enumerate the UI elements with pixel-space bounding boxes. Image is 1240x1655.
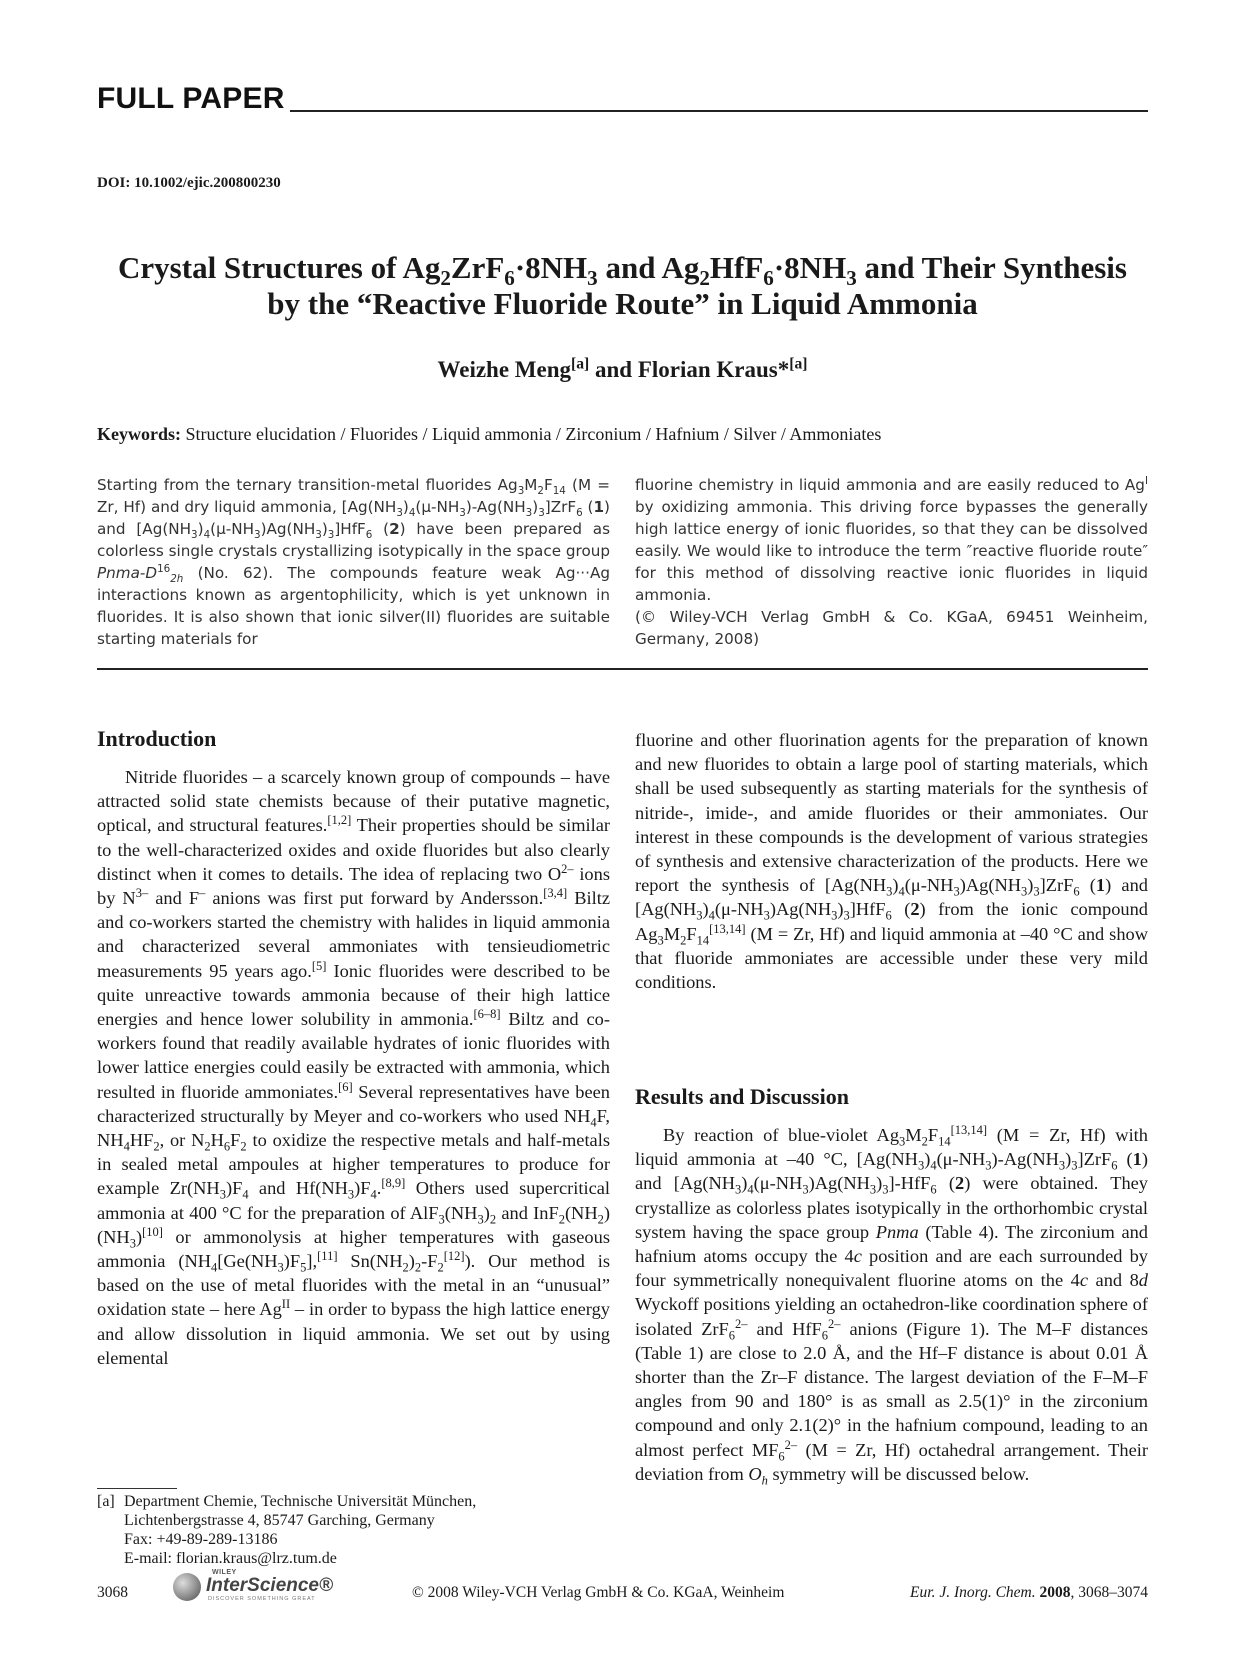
results-text: By reaction of blue-violet $Ag_3M_2F_{14}[13,14]$ (M = Zr, Hf) with liquid ammonia at –40 °C, $[Ag(NH_3)_4(\mu-NH_3)-Ag(NH_3)_3]ZrF_6$ (1) and $[Ag(NH_3)_4(\mu-NH_3)Ag(NH_3)_3]-HfF_6$ (2) were obtained. They crystallize as colorless plates isotypically in the orthorhombic crystal system having the space group Pnma (Table 4). The zirconium and hafnium atoms occupy the 4c position and are each surrounded by four symmetrically nonequivalent fluorine atoms on the 4c and 8d Wyckoff positions yielding an octahedron-like coordination sphere of isolated ZrF$_6^{2-}$ and HfF$_6^{2-}$ anions (Figure 1). The M–F distances (Table 1) are close to 2.0 Å, and the Hf–F distance is about 0.01 Å shorter than the Zr–F distance. The largest deviation of the F–M–F angles from 90 and 180° is as small as 2.5(1)° in the zirconium compound and only 2.1(2)° in the hafnium compound, leading to an almost perfect $MF_6^{2-}$ (M = Zr, Hf) octahedral arrangement. Their deviation from $O_h$ symmetry will be discussed below. <box>635 1122 1149 1488</box>
abstract-right: fluorine chemistry in liquid ammonia and are easily reduced to $Ag^I$ by oxidizing ammonia. This driving force bypasses the generally high lattice energy of ionic fluorides, so that they can be dissolved easily. We would like to introduce the term ″reactive fluoride route″ for this method of dissolving reactive ionic fluorides in liquid ammonia. (© Wiley-VCH Verlag GmbH & Co. KGaA, 69451 Weinheim, Germany, 2008) <box>635 474 1148 648</box>
results-heading: Results and Discussion <box>635 1084 849 1109</box>
footer-copyright: © 2008 Wiley-VCH Verlag GmbH & Co. KGaA, Weinheim <box>412 1584 785 1601</box>
introduction-continued: fluorine and other fluorination agents for the preparation of known and new fluorides to obtain a large pool of starting materials, which shall be used subsequently as starting materials for the synthesis of nitride-, imide-, and amide fluorides or their ammoniates. Our interest in these compounds is the development of various strategies of synthesis and extensive characterization of the products. Here we report the synthesis of $[Ag(NH_3)_4(\mu-NH_3)Ag(NH_3)_3]ZrF_6$ (1) and $[Ag(NH_3)_4(\mu-NH_3)Ag(NH_3)_3]HfF_6$ (2) from the ionic compound $Ag_3M_2F_{14}[13,14]$ (M = Zr, Hf) and liquid ammonia at –40 °C and show that fluoride ammoniates are accessible under these very mild conditions. <box>635 730 1148 993</box>
keywords-label: Keywords: <box>97 424 181 444</box>
journal-citation: Eur. J. Inorg. Chem. 2008, 3068–3074 <box>910 1584 1148 1601</box>
introduction-heading: Introduction <box>97 726 217 751</box>
keywords-text: Structure elucidation / Fluorides / Liquid ammonia / Zirconium / Hafnium / Silver / Ammoniates <box>181 424 882 444</box>
introduction-text: Nitride fluorides – a scarcely known group of compounds – have attracted solid state chemists because of their putative magnetic, optical, and structural features.[1,2] Their properties should be similar to the well-characterized oxides and oxide fluorides but also clearly distinct when it comes to details. The idea of replacing two $O^{2-}$ ions by $N^{3-}$ and F– anions was first put forward by Andersson.[3,4] Biltz and co-workers started the chemistry with halides in liquid ammonia and characterized several ammoniates with tensieudiometric measurements 95 years ago.[5] Ionic fluorides were described to be quite unreactive towards ammonia because of their high lattice energies and hence lower solubility in ammonia.[6–8] Biltz and co-workers found that readily available hydrates of ionic fluorides with lower lattice energies could easily be extracted with ammonia, which resulted in fluoride ammoniates.[6] Several representatives have been characterized structurally by Meyer and co-workers who used $NH_4F$, $NH_4HF_2$, or $N_2H_6F_2$ to oxidize the respective metals and half-metals in sealed metal ampoules at higher temperatures to produce for example $Zr(NH_3)F_4$ and $Hf(NH_3)F_4.[8,9]$ Others used supercritical ammonia at 400 °C for the preparation of $AlF_3(NH_3)_2$ and $InF_2(NH_2)(NH_3)[10]$ or ammonolysis at higher temperatures with gaseous ammonia ($NH_4[Ge(NH_3)F_5],[11]$ $Sn(NH_2)_2-F_2[12]$). Our method is based on the use of metal fluorides with the metal in an “unusual” oxidation state – here $Ag^{II}$ – in order to bypass the high lattice energy and allow dissolution in liquid ammonia. We set out by using elemental <box>97 767 611 1368</box>
globe-icon <box>173 1573 201 1601</box>
logo-tagline: DISCOVER SOMETHING GREAT <box>208 1596 316 1602</box>
keywords <box>97 424 1148 445</box>
doi[interactable]: DOI: 10.1002/ejic.200800230 <box>97 175 281 191</box>
footnote-rule <box>97 1488 177 1489</box>
header-rule <box>290 110 1148 112</box>
affiliation-footnote <box>97 1492 597 1568</box>
section-label: FULL PAPER <box>97 82 285 115</box>
logo-publisher: WILEY <box>212 1569 237 1576</box>
logo-wordmark: InterScience® <box>206 1575 333 1596</box>
footnote-line: Lichtenbergstrasse 4, 85747 Garching, Germany <box>124 1512 435 1529</box>
footnote-fax: Fax: +49-89-289-13186 <box>124 1531 278 1548</box>
page-number: 3068 <box>97 1584 128 1601</box>
interscience-logo[interactable] <box>170 1569 333 1605</box>
footnote-email[interactable]: E-mail: florian.kraus@lrz.tum.de <box>124 1550 337 1567</box>
abstract-left: Starting from the ternary transition-metal fluorides $Ag_3M_2F_{14}$ (M = Zr, Hf) and dry liquid ammonia, $[Ag(NH_3)_4(\mu-NH_3)-Ag(NH_3)_3]ZrF_6$ (1) and $[Ag(NH_3)_4(\mu-NH_3)Ag(NH_3)_3]HfF_6$ (2) have been prepared as colorless single crystals crystallizing isotypically in the space group Pnma-$D^{16}_{2h}$ (No. 62). The compounds feature weak Ag···Ag interactions known as argentophilicity, which is yet unknown in fluorides. It is also shown that ionic silver(II) fluorides are suitable starting materials for <box>97 476 610 648</box>
footnote-line: Department Chemie, Technische Universität München, <box>124 1493 477 1510</box>
abstract-rule <box>97 668 1148 670</box>
authors: Weizhe Meng[a] and Florian Kraus*[a] <box>437 355 808 382</box>
footnote-tag: [a] <box>97 1493 115 1510</box>
paper-title: Crystal Structures of $Ag_2ZrF_6\cdot 8NH_3$ and $Ag_2HfF_6\cdot 8NH_3$ and Their Synthesis by the “Reactive Fluoride Route” in Liquid Ammonia <box>118 250 1127 321</box>
